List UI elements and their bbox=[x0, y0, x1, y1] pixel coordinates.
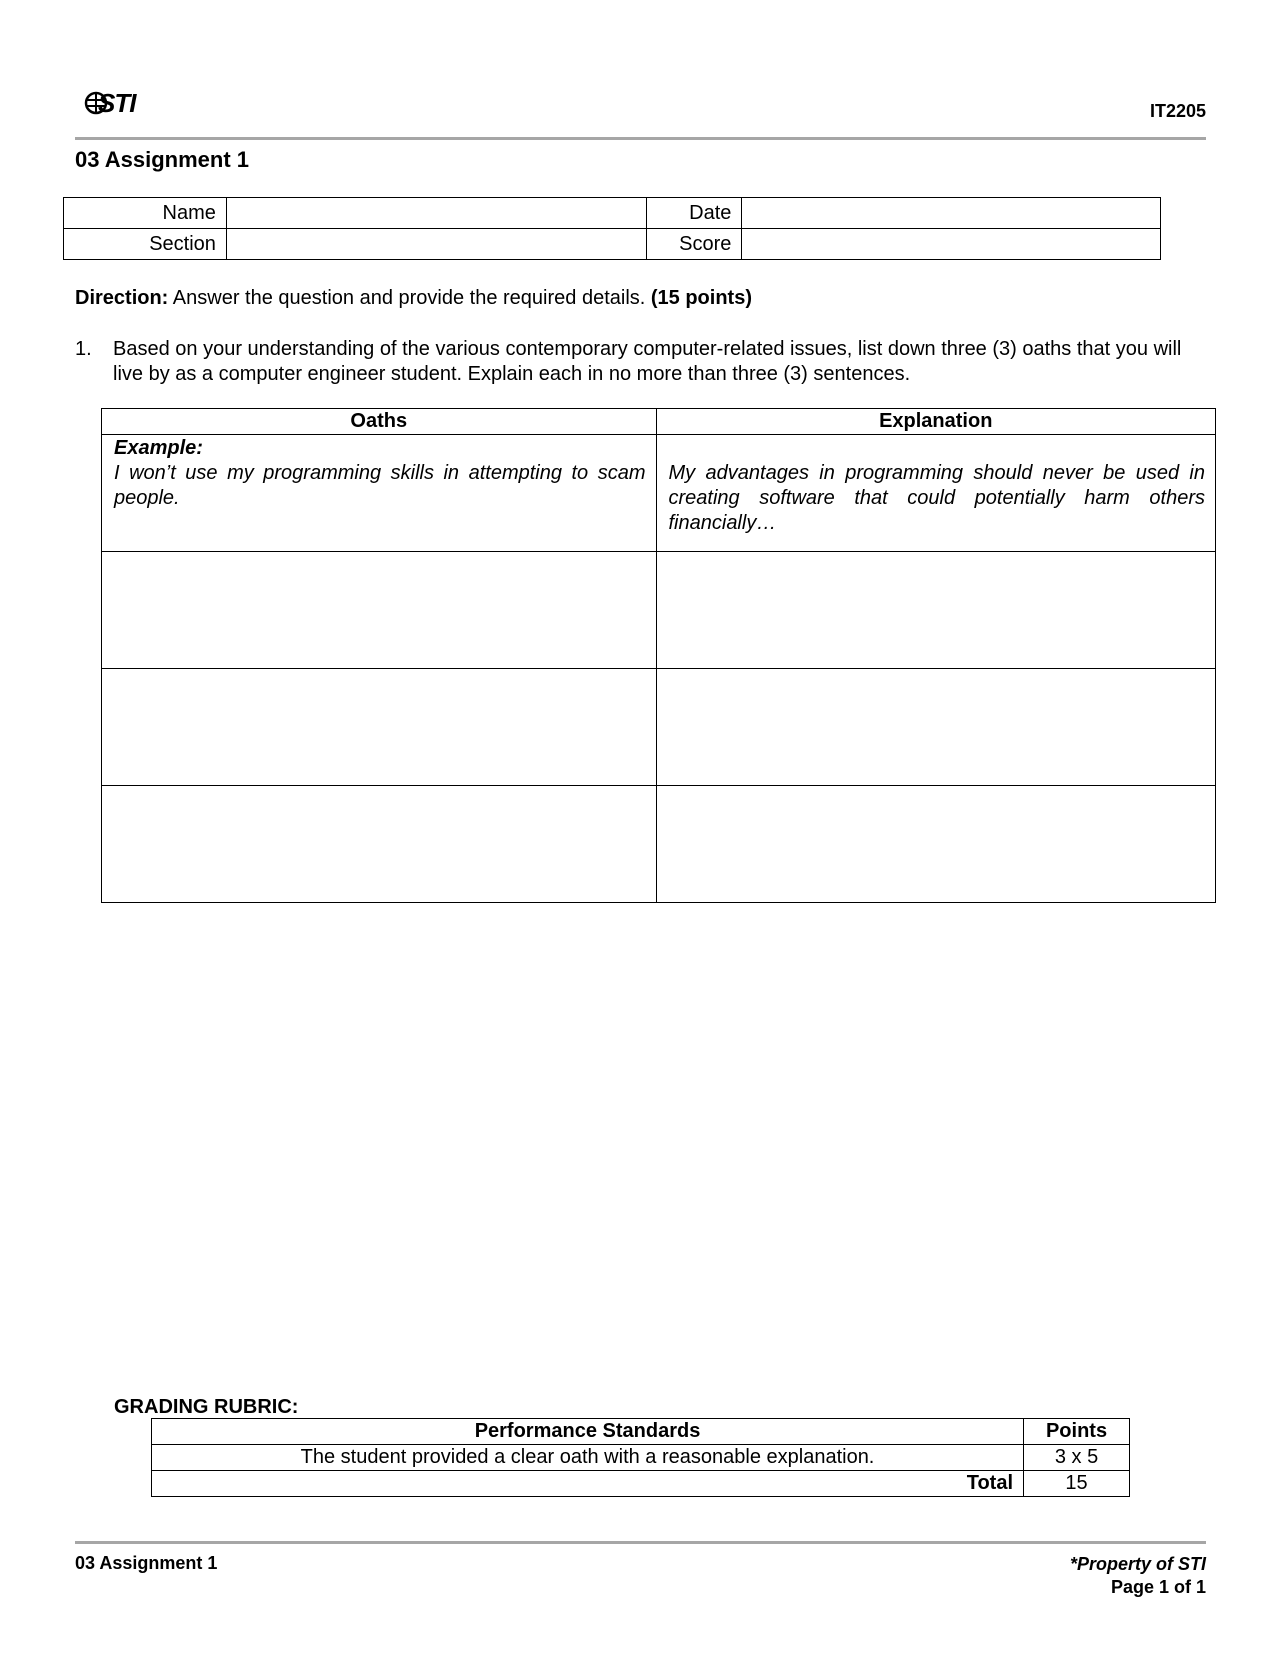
page-title: 03 Assignment 1 bbox=[75, 147, 250, 172]
section-label: Section bbox=[64, 229, 227, 260]
example-oath-cell bbox=[102, 435, 657, 552]
date-label: Date bbox=[647, 198, 742, 229]
section-field[interactable] bbox=[226, 229, 647, 260]
rubric-title: GRADING RUBRIC: bbox=[114, 1396, 299, 1418]
example-explanation: My advantages in programming should never be used in creating software that could potentially harm others financially… bbox=[668, 462, 1205, 534]
footer-property: *Property of STI bbox=[1069, 1554, 1206, 1574]
example-row bbox=[102, 435, 1216, 552]
question-1 bbox=[75, 337, 1210, 387]
oath-table bbox=[101, 408, 1216, 903]
explanation-cell-1[interactable] bbox=[656, 552, 1216, 669]
logo-text: STI bbox=[98, 88, 136, 118]
student-info-table bbox=[63, 197, 1161, 260]
oath-cell-3[interactable] bbox=[102, 786, 657, 903]
table-row bbox=[102, 786, 1216, 903]
example-explanation-cell bbox=[656, 435, 1216, 552]
footer-right bbox=[1070, 1553, 1206, 1599]
question-text: Based on your understanding of the various contemporary computer-related issues, list down three (3) oaths that you will live by as a computer engineer student. Explain each in no more than three (3) sentences. bbox=[113, 338, 1182, 385]
points-header: Points bbox=[1024, 1419, 1130, 1445]
sti-logo bbox=[84, 88, 146, 118]
oath-cell-2[interactable] bbox=[102, 669, 657, 786]
example-oath: I won’t use my programming skills in attempting to scam people. bbox=[114, 462, 646, 509]
footer-page-number: Page 1 of 1 bbox=[1110, 1577, 1206, 1597]
direction-points: (15 points) bbox=[650, 287, 752, 309]
table-row bbox=[102, 552, 1216, 669]
table-row bbox=[152, 1445, 1130, 1471]
rubric-total-label: Total bbox=[152, 1471, 1024, 1497]
name-field[interactable] bbox=[226, 198, 647, 229]
score-field[interactable] bbox=[742, 229, 1161, 260]
direction-body: Answer the question and provide the required details. bbox=[168, 287, 651, 309]
rubric-total-points: 15 bbox=[1024, 1471, 1130, 1497]
footer-rule bbox=[75, 1541, 1206, 1544]
rubric-criterion-points: 3 x 5 bbox=[1024, 1445, 1130, 1471]
explanation-cell-2[interactable] bbox=[656, 669, 1216, 786]
performance-standards-header: Performance Standards bbox=[152, 1419, 1024, 1445]
rubric-criterion: The student provided a clear oath with a reasonable explanation. bbox=[152, 1445, 1024, 1471]
date-field[interactable] bbox=[742, 198, 1161, 229]
oath-cell-1[interactable] bbox=[102, 552, 657, 669]
name-label: Name bbox=[64, 198, 227, 229]
footer-title: 03 Assignment 1 bbox=[75, 1553, 218, 1573]
score-label: Score bbox=[647, 229, 742, 260]
course-code: IT2205 bbox=[1149, 101, 1206, 121]
question-number: 1. bbox=[75, 338, 92, 360]
table-row bbox=[102, 669, 1216, 786]
explanation-header: Explanation bbox=[656, 409, 1216, 435]
table-row bbox=[152, 1471, 1130, 1497]
header-rule bbox=[75, 137, 1206, 140]
direction-label: Direction: bbox=[75, 287, 169, 309]
explanation-cell-3[interactable] bbox=[656, 786, 1216, 903]
rubric-table bbox=[151, 1418, 1130, 1497]
example-label: Example: bbox=[114, 437, 203, 459]
direction-text bbox=[75, 287, 752, 310]
oaths-header: Oaths bbox=[102, 409, 657, 435]
